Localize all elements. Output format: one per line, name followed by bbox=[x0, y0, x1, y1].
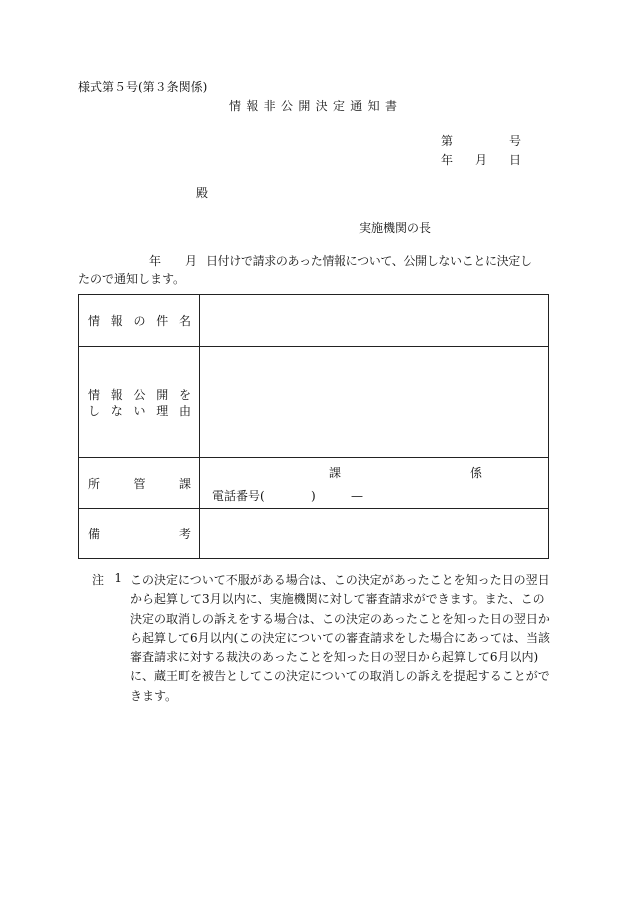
title-char: 情 bbox=[229, 99, 242, 113]
label-char: 備 bbox=[88, 527, 101, 541]
label-char: 課 bbox=[178, 476, 191, 491]
note-label: 注 bbox=[92, 573, 105, 587]
label-char: 管 bbox=[133, 476, 146, 491]
label-char: 情 bbox=[88, 314, 101, 328]
label-char: な bbox=[110, 403, 123, 418]
notes bbox=[92, 571, 558, 706]
form-number: 様式第５号(第３条関係) bbox=[78, 80, 208, 94]
phone-paren-close: ) bbox=[311, 488, 316, 503]
label-line bbox=[88, 526, 191, 542]
title-char: 書 bbox=[384, 99, 397, 113]
label-line bbox=[88, 475, 191, 491]
row-remarks bbox=[79, 509, 549, 559]
label-char: い bbox=[133, 403, 146, 418]
body-line-2: たので通知します。 bbox=[78, 272, 186, 286]
label-char: 情 bbox=[88, 387, 101, 402]
label-line bbox=[88, 386, 191, 402]
value-reason[interactable] bbox=[200, 347, 549, 458]
value-remarks[interactable] bbox=[200, 509, 549, 559]
body-line-1: 日付けで請求のあった情報について、公開しないことに決定し bbox=[206, 254, 532, 268]
label-remarks bbox=[79, 509, 200, 559]
label-char: 考 bbox=[178, 527, 191, 541]
label-char: の bbox=[133, 314, 146, 328]
note-text: この決定について不服がある場合は、この決定があったことを知った日の翌日から起算して3月以内に、実施機関に対して審査請求ができます。また、この決定の取消しの訴えをする場合は、この決定のあったことを知った日の翌日から起算して6月以内(この決定についての審査請求をした場合にあっては、当該審査請求に対する裁決のあったことを知った日の翌日から起算して6月以内)に、蔵王町を被告としてこの決定についての取消しの訴えを提起することができます。 bbox=[130, 573, 550, 703]
sender-label: 実施機関の長 bbox=[359, 221, 432, 235]
value-subject[interactable] bbox=[200, 295, 549, 347]
label-char: 所 bbox=[88, 476, 101, 491]
label-subject bbox=[79, 295, 200, 347]
title-char: 決 bbox=[315, 99, 328, 113]
body-month: 月 bbox=[185, 254, 198, 268]
title-char: 定 bbox=[332, 99, 345, 113]
information-table bbox=[78, 294, 549, 559]
row-department bbox=[79, 458, 549, 509]
document-number bbox=[441, 135, 521, 147]
issue-date bbox=[441, 154, 521, 166]
value-department[interactable] bbox=[200, 458, 549, 509]
section-label: 課 bbox=[329, 465, 342, 480]
phone-dash: — bbox=[351, 488, 363, 503]
phone-label: 電話番号( bbox=[212, 488, 265, 503]
subsection-label: 係 bbox=[470, 465, 483, 480]
title-char: 公 bbox=[280, 99, 293, 113]
label-line bbox=[88, 313, 191, 329]
label-reason bbox=[79, 347, 200, 458]
label-char: 報 bbox=[110, 387, 123, 402]
label-char: を bbox=[178, 387, 191, 402]
label-department bbox=[79, 458, 200, 509]
label-char: 開 bbox=[156, 387, 169, 402]
note-number: 1 bbox=[114, 571, 122, 585]
number-prefix: 第 bbox=[441, 134, 454, 148]
label-char: 公 bbox=[133, 387, 146, 402]
title-char: 通 bbox=[350, 99, 363, 113]
title-char: 報 bbox=[246, 99, 259, 113]
number-suffix: 号 bbox=[508, 134, 521, 148]
label-char: 件 bbox=[156, 314, 169, 328]
label-line bbox=[88, 402, 191, 418]
label-char: 理 bbox=[156, 403, 169, 418]
addressee-honorific: 殿 bbox=[196, 186, 209, 200]
label-char: 名 bbox=[178, 314, 191, 328]
title-char: 知 bbox=[367, 99, 380, 113]
note-mark bbox=[92, 571, 130, 706]
row-reason bbox=[79, 347, 549, 458]
label-char: 由 bbox=[178, 403, 191, 418]
body-year: 年 bbox=[149, 254, 162, 268]
date-year: 年 bbox=[441, 153, 454, 167]
date-month: 月 bbox=[474, 153, 487, 167]
document-title bbox=[229, 100, 397, 112]
row-subject bbox=[79, 295, 549, 347]
date-day: 日 bbox=[508, 153, 521, 167]
title-char: 非 bbox=[263, 99, 276, 113]
label-char: 報 bbox=[110, 314, 123, 328]
title-char: 開 bbox=[298, 99, 311, 113]
label-char: し bbox=[88, 403, 101, 418]
